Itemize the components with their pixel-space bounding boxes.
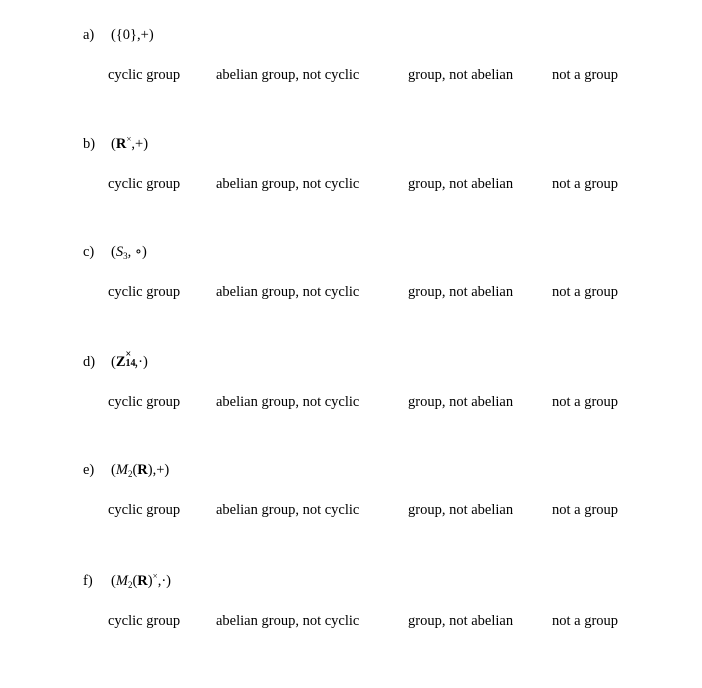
choice-abelian-not-cyclic[interactable]: abelian group, not cyclic: [216, 176, 360, 192]
group-expression: ($S_3$, ∘): [111, 244, 147, 261]
question-label: d): [83, 354, 96, 370]
choice-abelian-not-cyclic[interactable]: abelian group, not cyclic: [216, 613, 360, 629]
question-stem: [83, 461, 169, 479]
choice-group-not-abelian[interactable]: group, not abelian: [408, 176, 514, 192]
question-stem: [83, 572, 171, 590]
choice-abelian-not-cyclic[interactable]: abelian group, not cyclic: [216, 502, 360, 518]
group-expression: $(M_2(R)^\times,\cdot)$: [111, 571, 171, 590]
choice-abelian-not-cyclic[interactable]: abelian group, not cyclic: [216, 284, 360, 300]
choice-cyclic[interactable]: cyclic group: [108, 394, 181, 410]
question-label: b): [83, 136, 96, 152]
choice-group-not-abelian[interactable]: group, not abelian: [408, 394, 514, 410]
choice-cyclic[interactable]: cyclic group: [108, 284, 181, 300]
choice-cyclic[interactable]: cyclic group: [108, 613, 181, 629]
choice-abelian-not-cyclic[interactable]: abelian group, not cyclic: [216, 394, 360, 410]
choice-cyclic[interactable]: cyclic group: [108, 502, 181, 518]
choice-not-a-group[interactable]: not a group: [552, 502, 619, 518]
group-expression: ({0},+): [111, 27, 154, 43]
choice-not-a-group[interactable]: not a group: [552, 284, 619, 300]
group-expression: (R×,+): [111, 134, 149, 152]
choice-not-a-group[interactable]: not a group: [552, 613, 619, 629]
question-stem: [83, 26, 154, 44]
question-label: c): [83, 244, 95, 260]
choice-group-not-abelian[interactable]: group, not abelian: [408, 284, 514, 300]
choice-group-not-abelian[interactable]: group, not abelian: [408, 613, 514, 629]
choice-cyclic[interactable]: cyclic group: [108, 176, 181, 192]
choice-cyclic[interactable]: cyclic group: [108, 67, 181, 83]
question-label: e): [83, 462, 95, 478]
choice-not-a-group[interactable]: not a group: [552, 176, 619, 192]
choice-not-a-group[interactable]: not a group: [552, 394, 619, 410]
choice-not-a-group[interactable]: not a group: [552, 67, 619, 83]
choice-group-not-abelian[interactable]: group, not abelian: [408, 502, 514, 518]
question-label: f): [83, 573, 93, 589]
question-stem: [83, 135, 148, 153]
question-stem: [83, 349, 148, 371]
choice-group-not-abelian[interactable]: group, not abelian: [408, 67, 514, 83]
group-expression: (Z × 14 ,·): [111, 349, 148, 370]
choice-abelian-not-cyclic[interactable]: abelian group, not cyclic: [216, 67, 360, 83]
question-stem: [83, 243, 147, 261]
question-label: a): [83, 27, 95, 43]
group-expression: $(M_2(R),+)$: [111, 462, 170, 479]
